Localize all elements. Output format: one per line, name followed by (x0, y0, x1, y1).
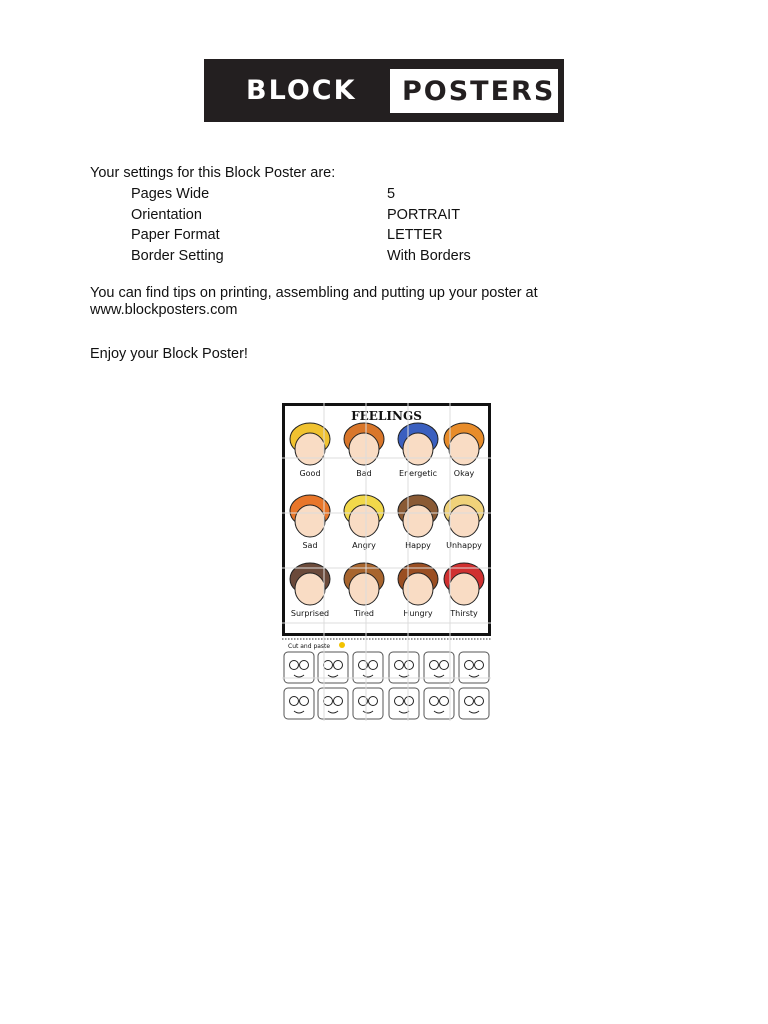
face-label: Sad (302, 541, 318, 550)
settings-list (131, 186, 531, 268)
face-label: Bad (356, 469, 372, 478)
poster-title: FEELINGS (351, 409, 422, 423)
setting-label: Paper Format (131, 227, 220, 244)
enjoy-message: Enjoy your Block Poster! (90, 346, 248, 362)
setting-value: 5 (387, 186, 396, 202)
face-label: Hungry (403, 609, 433, 618)
tips-line: You can find tips on printing, assembling and putting up your poster at (90, 285, 538, 301)
setting-value: LETTER (387, 227, 443, 244)
setting-value: With Borders (387, 247, 471, 264)
setting-row-pages-wide (131, 186, 531, 207)
setting-row-orientation (131, 207, 531, 228)
cut-label: Cut and paste (288, 643, 331, 650)
face-energetic (398, 423, 438, 478)
expression-box (353, 688, 383, 719)
setting-label: Orientation (131, 206, 202, 223)
tips-paragraph (90, 285, 610, 319)
face-label: Surprised (290, 609, 330, 618)
setting-row-border-setting (131, 248, 531, 269)
face-label: Unhappy (446, 541, 482, 550)
expression-box (318, 688, 348, 719)
expression-boxes (284, 652, 489, 719)
face-hungry (398, 563, 438, 618)
scissors-icon (339, 642, 345, 648)
setting-label: Pages Wide (131, 186, 210, 202)
poster-preview (282, 403, 491, 721)
logo-posters-box (388, 67, 560, 115)
expression-box (389, 688, 419, 719)
poster-preview-image (282, 403, 491, 721)
expression-box (459, 688, 489, 719)
settings-intro: Your settings for this Block Poster are: (90, 165, 336, 181)
expression-box (284, 688, 314, 719)
logo-block-word: BLOCK (246, 75, 357, 106)
face-label: Good (299, 469, 321, 478)
tips-url: www.blockposters.com (90, 302, 238, 318)
face-label: Energetic (399, 469, 437, 478)
blockposters-logo (204, 59, 564, 122)
setting-label: Border Setting (131, 247, 224, 264)
setting-row-paper-format (131, 227, 531, 248)
logo-posters-word: POSTERS (402, 76, 556, 107)
face-label: Angry (352, 541, 376, 550)
face-label: Okay (453, 469, 475, 478)
setting-value: PORTRAIT (387, 206, 461, 223)
face-label: Happy (405, 541, 431, 550)
face-label: Tired (354, 609, 374, 618)
face-label: Thirsty (450, 609, 478, 618)
